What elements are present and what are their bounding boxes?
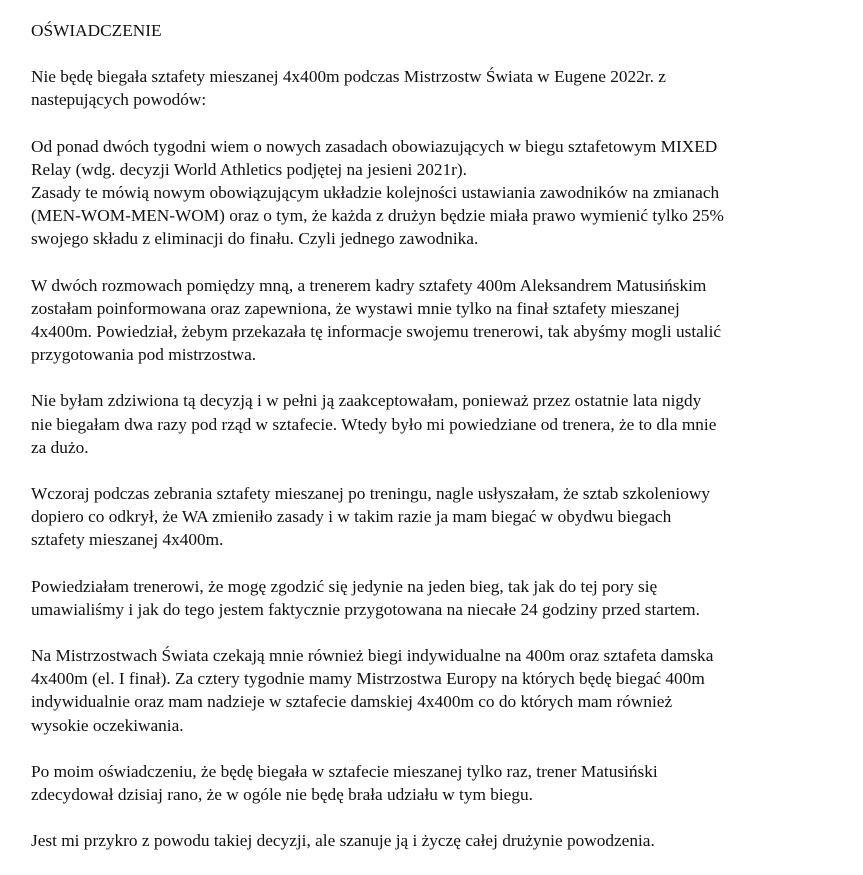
text-line: przygotowania pod mistrzostwa. bbox=[31, 345, 257, 365]
text-line: Wczoraj podczas zebrania sztafety mieszanej po treningu, nagle usłyszałam, że sztab szkoleniowy bbox=[31, 484, 710, 504]
text-line: nastepujących powodów: bbox=[31, 90, 207, 110]
text-line: Zasady te mówią nowym obowiązującym układzie kolejności ustawiania zawodników na zmianach bbox=[31, 183, 720, 203]
paragraph-rules bbox=[31, 135, 841, 251]
text-line: Relay (wdg. decyzji World Athletics podjętej na jesieni 2021r). bbox=[31, 159, 467, 179]
text-line: zostałam poinformowana oraz zapewniona, że wystawi mnie tylko na finał sztafety mieszanej bbox=[31, 298, 680, 318]
text-line: umawialiśmy i jak do tego jestem faktycznie przygotowana na niecałe 24 godziny przed startem. bbox=[31, 599, 700, 619]
text-line: za dużo. bbox=[31, 437, 89, 457]
text-line: 4x400m (el. I finał). Za cztery tygodnie mamy Mistrzostwa Europy na których będę biegać 400m bbox=[31, 669, 705, 689]
paragraph-one-race bbox=[31, 575, 841, 621]
text-line: wysokie oczekiwania. bbox=[31, 715, 184, 735]
document-page bbox=[31, 19, 841, 875]
paragraph-yesterday bbox=[31, 482, 841, 552]
paragraph-announcement bbox=[31, 65, 841, 111]
text-line: Powiedziałam trenerowi, że mogę zgodzić się jedynie na jeden bieg, tak jak do tej pory się bbox=[31, 576, 658, 596]
text-line: swojego składu z eliminacji do finału. Czyli jednego zawodnika. bbox=[31, 229, 479, 249]
text-line: zdecydował dzisiaj rano, że w ogóle nie będę brała udziału w tym biegu. bbox=[31, 785, 533, 805]
document-title: OŚWIADCZENIE bbox=[31, 21, 162, 40]
paragraph-acceptance bbox=[31, 389, 841, 459]
text-line: Nie byłam zdziwiona tą decyzją i w pełni ją zaakceptowałam, ponieważ przez ostatnie lata nigdy bbox=[31, 391, 702, 411]
paragraph-conversations bbox=[31, 274, 841, 367]
paragraph-decision bbox=[31, 760, 841, 806]
text-line: Nie będę biegała sztafety mieszanej 4x400m podczas Mistrzostw Świata w Eugene 2022r. z bbox=[31, 67, 666, 87]
text-line: (MEN-WOM-MEN-WOM) oraz o tym, że każda z drużyn będzie miała prawo wymienić tylko 25% bbox=[31, 206, 724, 226]
text-line: 4x400m. Powiedział, żebym przekazała tę informacje swojemu trenerowi, tak abyśmy mogli ustalić bbox=[31, 322, 722, 342]
text-line: W dwóch rozmowach pomiędzy mną, a trenerem kadry sztafety 400m Aleksandrem Matusińskim bbox=[31, 275, 707, 295]
text-line: Na Mistrzostwach Świata czekają mnie również biegi indywidualne na 400m oraz sztafeta damska bbox=[31, 646, 714, 666]
text-line: sztafety mieszanej 4x400m. bbox=[31, 530, 224, 550]
text-line: indywidualnie oraz mam nadzieje w sztafecie damskiej 4x400m co do których mam również bbox=[31, 692, 673, 712]
text-line: Jest mi przykro z powodu takiej decyzji, ale szanuje ją i życzę całej drużynie powodzenia. bbox=[31, 831, 655, 851]
text-line: nie biegałam dwa razy pod rząd w sztafecie. Wtedy było mi powiedziane od trenera, że to dla mnie bbox=[31, 414, 717, 434]
paragraph-closing bbox=[31, 829, 841, 852]
paragraph-championships bbox=[31, 644, 841, 737]
text-line: dopiero co odkrył, że WA zmieniło zasady i w takim razie ja mam biegać w obydwu biegach bbox=[31, 507, 672, 527]
text-line: Po moim oświadczeniu, że będę biegała w sztafecie mieszanej tylko raz, trener Matusiński bbox=[31, 761, 658, 781]
text-line: Od ponad dwóch tygodni wiem o nowych zasadach obowiazujących w biegu sztafetowym MIXED bbox=[31, 136, 718, 156]
